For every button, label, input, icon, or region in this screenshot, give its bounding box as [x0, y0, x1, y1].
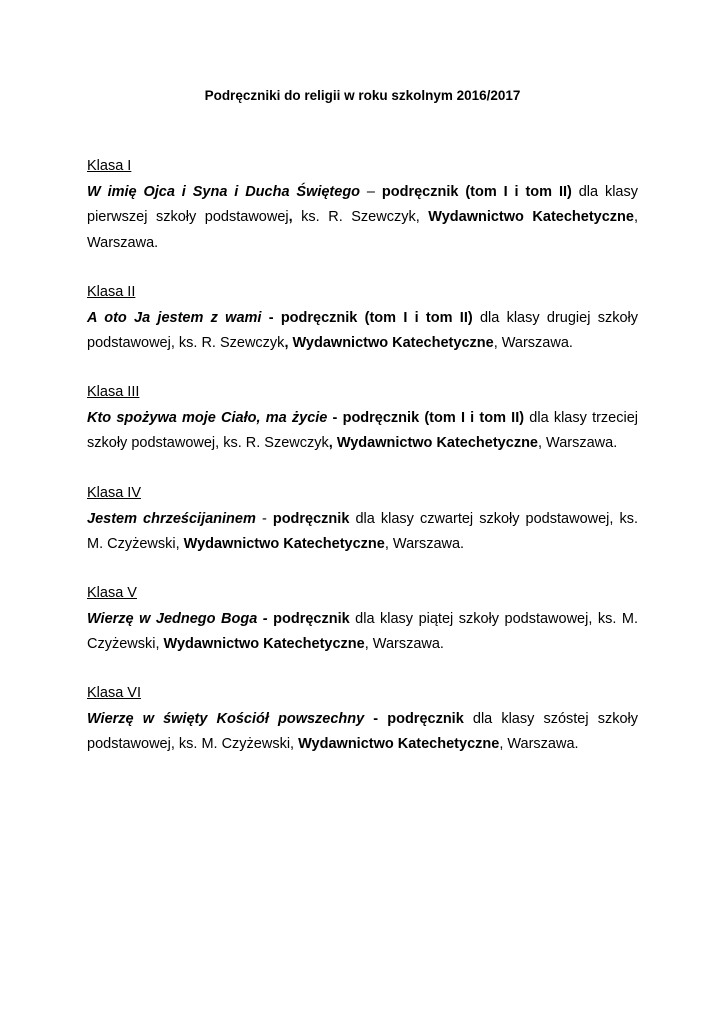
- section-klasa-5: [87, 581, 638, 658]
- document-title: Podręczniki do religii w roku szkolnym 2016/2017: [204, 88, 521, 103]
- section-klasa-3: [87, 380, 638, 457]
- textbook-type: podręcznik: [272, 510, 350, 527]
- class-heading: Klasa VI: [87, 685, 141, 701]
- textbook-type: podręcznik (tom I i tom II): [342, 409, 525, 426]
- textbook-type: podręcznik (tom I i tom II): [280, 309, 473, 326]
- audience-text: dla klasy pierwszej szkoły podstawowej: [87, 183, 638, 225]
- publisher-name: Wydawnictwo Katechetyczne: [183, 536, 385, 552]
- section-klasa-6: [87, 681, 638, 758]
- publisher-name: Wydawnictwo Katechetyczne: [428, 209, 634, 225]
- textbook-entry: [87, 507, 638, 558]
- textbook-entry: [87, 607, 638, 658]
- city-text: , Warszawa.: [538, 435, 618, 451]
- class-heading: Klasa III: [87, 384, 140, 400]
- audience-text: dla klasy czwartej szkoły podstawowej, ks. M. Czyżewski,: [87, 510, 639, 552]
- audience-text: dla klasy szóstej szkoły podstawowej, ks. M. Czyżewski,: [87, 710, 638, 752]
- publisher-name: Wydawnictwo Katechetyczne: [292, 335, 494, 351]
- class-heading: Klasa IV: [87, 485, 141, 501]
- publisher-name: Wydawnictwo Katechetyczne: [336, 435, 538, 451]
- city-text: , Warszawa.: [499, 736, 579, 752]
- audience-text: dla klasy drugiej szkoły podstawowej, ks. R. Szewczyk: [87, 309, 638, 351]
- separator: –: [360, 183, 382, 200]
- book-title: W imię Ojca i Syna i Ducha Świętego: [87, 183, 361, 200]
- book-title: Wierzę w Jednego Boga -: [87, 610, 268, 627]
- separator: -: [261, 309, 281, 326]
- textbook-type: podręcznik: [387, 710, 464, 727]
- author-text: ks. R. Szewczyk,: [292, 209, 429, 225]
- section-klasa-4: [87, 481, 638, 558]
- publisher-prefix: ,: [284, 335, 293, 351]
- textbook-entry: [87, 707, 638, 758]
- textbook-type: podręcznik (tom I i tom II): [381, 183, 572, 200]
- publisher-prefix: ,: [328, 435, 337, 451]
- separator: -: [327, 409, 343, 426]
- book-title: Jestem chrześcijaninem: [87, 510, 256, 527]
- book-title: Kto spożywa moje Ciało, ma życie: [87, 409, 328, 426]
- city-text: , Warszawa.: [87, 209, 638, 251]
- class-heading: Klasa V: [87, 585, 137, 601]
- textbook-entry: [87, 180, 638, 257]
- audience-text: dla klasy piątej szkoły podstawowej, ks. M. Czyżewski,: [87, 610, 639, 652]
- textbook-type: podręcznik: [273, 610, 350, 627]
- publisher-name: Wydawnictwo Katechetyczne: [163, 636, 365, 652]
- section-klasa-2: [87, 280, 638, 357]
- book-title: A oto Ja jestem z wami: [87, 309, 262, 326]
- book-title: Wierzę w święty Kościół powszechny: [87, 710, 365, 727]
- city-text: , Warszawa.: [364, 636, 444, 652]
- city-text: , Warszawa.: [493, 335, 573, 351]
- separator: -: [364, 710, 388, 727]
- class-heading: Klasa II: [87, 284, 136, 300]
- city-text: , Warszawa.: [384, 536, 465, 552]
- separator: -: [255, 510, 273, 527]
- textbook-entry: [87, 406, 638, 457]
- class-heading: Klasa I: [87, 158, 132, 174]
- publisher-name: Wydawnictwo Katechetyczne: [298, 736, 500, 752]
- section-klasa-1: [87, 154, 638, 256]
- comma-bold: ,: [288, 209, 293, 225]
- audience-text: dla klasy trzeciej szkoły podstawowej, ks. R. Szewczyk: [87, 409, 638, 451]
- textbook-entry: [87, 306, 638, 357]
